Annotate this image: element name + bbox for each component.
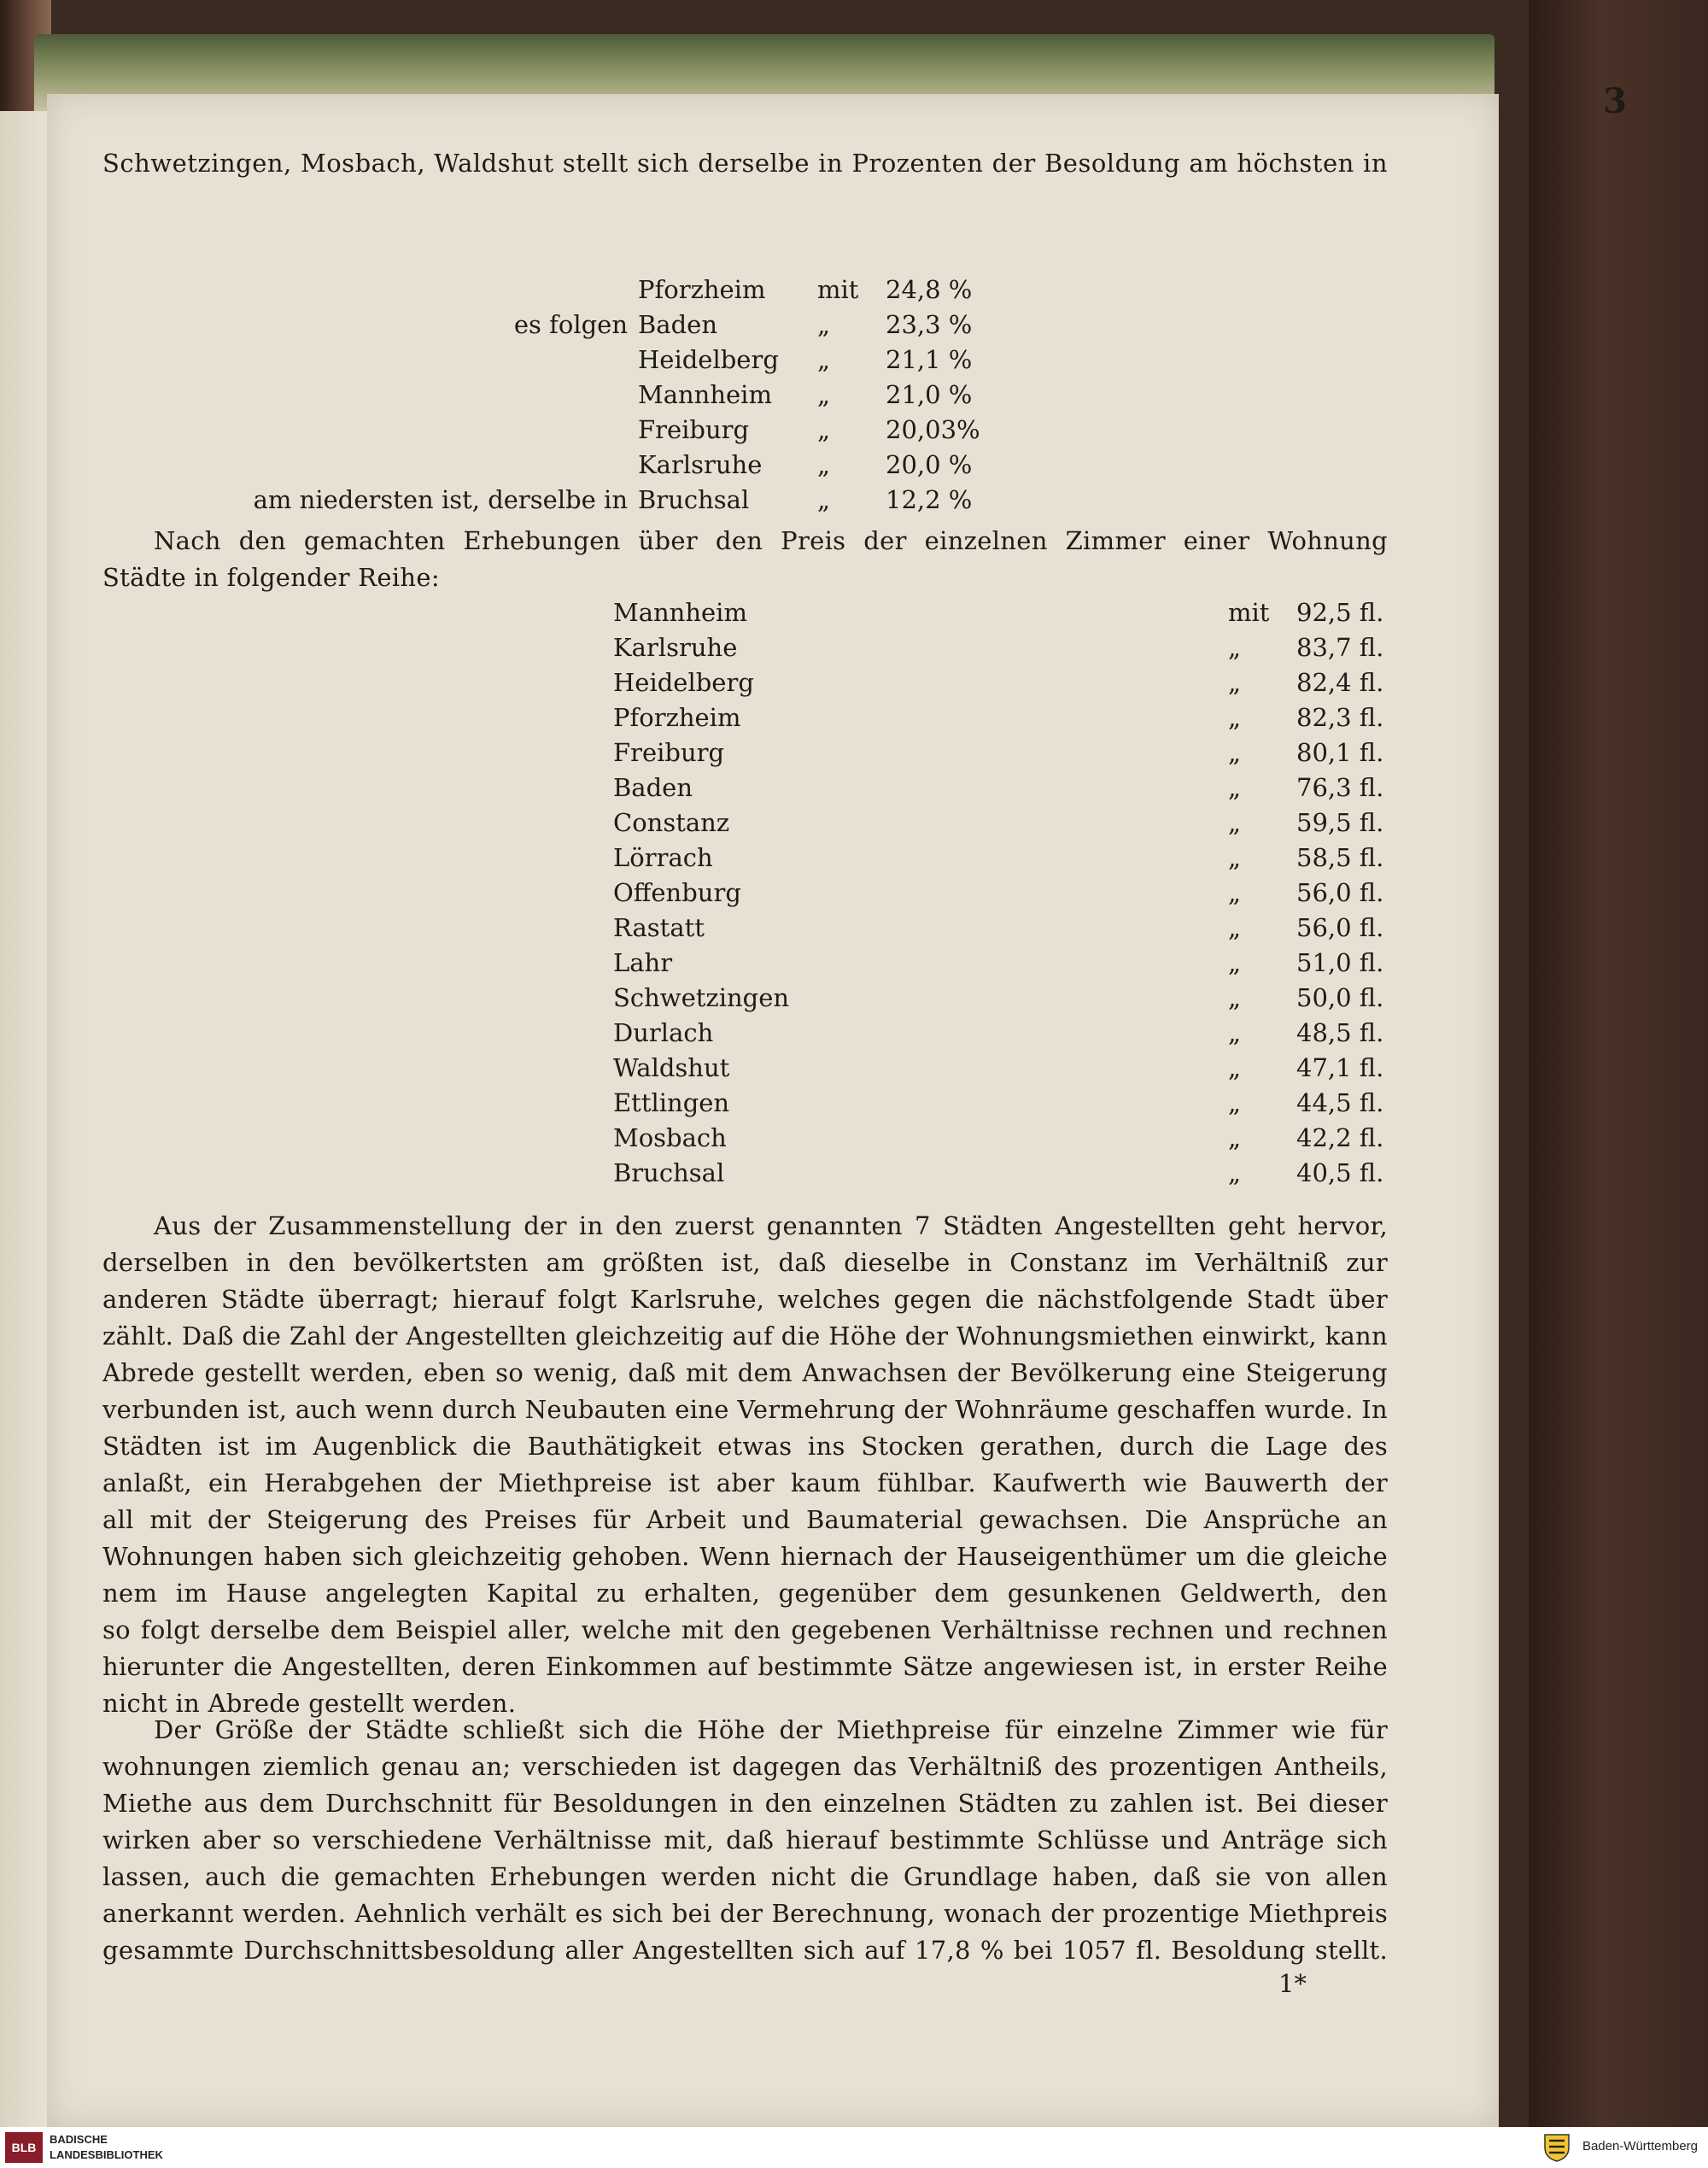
price-value: 50,0 fl. [1296, 982, 1384, 1012]
paragraph-line: Wohnungen haben sich gleichzeitig gehoben. Wenn hiernach der Hauseigenthümer um die gleiche [102, 1542, 1388, 1571]
paragraph-line: Städten ist im Augenblick die Bauthätigkeit etwas ins Stocken gerathen, durch die Lage des [102, 1432, 1388, 1461]
signature-mark: 1* [1278, 1969, 1307, 1998]
price-value: 59,5 fl. [1296, 807, 1384, 837]
paragraph-2 [102, 1712, 1388, 1969]
paragraph-line: all mit der Steigerung des Preises für Arbeit und Baumaterial gewachsen. Die Ansprüche an [102, 1505, 1388, 1534]
row-prefix [102, 342, 638, 377]
row-prefix: am niedersten ist, derselbe in [253, 484, 628, 514]
city-name: Mannheim [613, 597, 747, 627]
paragraph-line: wirken aber so verschiedene Verhältnisse mit, daß hierauf bestimmte Schlüsse und Anträge sich [102, 1825, 1388, 1855]
rooms-intro-line-1: Nach den gemachten Erhebungen über den Preis der einzelnen Zimmer einer Wohnung [154, 526, 1388, 555]
rooms-row [102, 980, 1424, 1015]
row-prefix [102, 377, 638, 412]
price-value: 44,5 fl. [1296, 1087, 1384, 1117]
paragraph-line: gesammte Durchschnittsbesoldung aller Angestellten sich auf 17,8 % bei 1057 fl. Besoldung stellt. [102, 1936, 1388, 1965]
percent-value: 23,3 % [886, 309, 973, 339]
rooms-row [102, 1015, 1424, 1050]
row-connector: „ [1228, 947, 1242, 977]
city-name: Karlsruhe [638, 449, 763, 479]
percent-row [102, 342, 1014, 377]
percent-row [102, 447, 1014, 482]
row-connector: „ [1228, 1052, 1242, 1082]
paragraph-line: lassen, auch die gemachten Erhebungen werden nicht die Grundlage haben, daß sie von allen [102, 1862, 1388, 1891]
row-connector: „ [1228, 632, 1242, 662]
city-name: Pforzheim [613, 702, 741, 732]
percent-row [102, 272, 1014, 307]
rooms-row [102, 840, 1424, 875]
price-value: 80,1 fl. [1296, 737, 1384, 767]
price-value: 40,5 fl. [1296, 1157, 1384, 1187]
price-value: 56,0 fl. [1296, 912, 1384, 942]
row-connector: „ [817, 414, 831, 444]
percent-value: 24,8 % [886, 274, 973, 304]
paragraph-line: anlaßt, ein Herabgehen der Miethpreise ist aber kaum fühlbar. Kaufwerth wie Bauwerth der [102, 1468, 1388, 1497]
paragraph-line: nem im Hause angelegten Kapital zu erhalten, gegenüber dem gesunkenen Geldwerth, den [102, 1579, 1388, 1608]
row-connector: „ [817, 344, 831, 374]
row-connector: „ [1228, 912, 1242, 942]
rooms-intro [102, 523, 1388, 596]
city-name: Waldshut [613, 1052, 730, 1082]
paragraph-line: verbunden ist, auch wenn durch Neubauten eine Vermehrung der Wohnräume geschaffen wurde. In [102, 1395, 1388, 1424]
rooms-row [102, 735, 1424, 770]
city-name: Bruchsal [613, 1157, 725, 1187]
city-name: Baden [638, 309, 718, 339]
price-value: 82,4 fl. [1296, 667, 1384, 697]
row-connector: „ [1228, 877, 1242, 907]
row-connector: „ [1228, 1157, 1242, 1187]
row-prefix [102, 272, 638, 307]
paragraph-line: wohnungen ziemlich genau an; verschieden ist dagegen das Verhältniß des prozentigen Antheils, [102, 1752, 1388, 1781]
percent-value: 20,0 % [886, 449, 973, 479]
city-name: Freiburg [613, 737, 725, 767]
percent-value: 20,03% [886, 414, 980, 444]
rooms-row [102, 630, 1424, 665]
rooms-row [102, 1085, 1424, 1120]
city-name: Offenburg [613, 877, 741, 907]
row-connector: „ [1228, 772, 1242, 802]
row-connector: „ [1228, 1122, 1242, 1152]
price-value: 42,2 fl. [1296, 1122, 1384, 1152]
row-connector: „ [817, 484, 831, 514]
city-name: Lörrach [613, 842, 713, 872]
percent-value: 21,0 % [886, 379, 973, 409]
city-name: Schwetzingen [613, 982, 790, 1012]
state-name: Baden-Württemberg [1582, 2139, 1698, 2153]
city-name: Constanz [613, 807, 730, 837]
city-name: Ettlingen [613, 1087, 730, 1117]
page-number: 3 [1603, 81, 1627, 121]
rooms-row [102, 770, 1424, 805]
percent-row [102, 412, 1014, 447]
price-value: 76,3 fl. [1296, 772, 1384, 802]
row-connector: „ [1228, 737, 1242, 767]
book-cover-right [1529, 0, 1708, 2127]
blb-logo: BLB [5, 2132, 43, 2163]
intro-line: Schwetzingen, Mosbach, Waldshut stellt sich derselbe in Prozenten der Besoldung am höchsten in [102, 149, 1388, 178]
row-connector: „ [1228, 702, 1242, 732]
row-prefix [102, 447, 638, 482]
row-connector: „ [1228, 1017, 1242, 1047]
percent-row [102, 307, 1014, 342]
row-connector: „ [817, 449, 831, 479]
city-name: Bruchsal [638, 484, 750, 514]
percent-value: 21,1 % [886, 344, 973, 374]
coat-of-arms-icon [1542, 2132, 1571, 2163]
rooms-row [102, 1155, 1424, 1190]
city-name: Durlach [613, 1017, 714, 1047]
percent-row [102, 482, 1014, 517]
rooms-row [102, 945, 1424, 980]
rooms-row [102, 595, 1424, 630]
price-value: 82,3 fl. [1296, 702, 1384, 732]
city-name: Rastatt [613, 912, 705, 942]
paragraph-line: so folgt derselbe dem Beispiel aller, welche mit den gegebenen Verhältnisse rechnen und rechnen [102, 1615, 1388, 1644]
paragraph-line: nicht in Abrede gestellt werden. [102, 1689, 517, 1718]
rooms-row [102, 665, 1424, 700]
rooms-table [102, 595, 1424, 1190]
paragraph-line: derselben in den bevölkertsten am größten ist, daß dieselbe in Constanz im Verhältniß zur [102, 1248, 1388, 1277]
rooms-row [102, 875, 1424, 910]
left-page-edge [0, 111, 50, 2127]
paragraph-1 [102, 1208, 1388, 1722]
city-name: Mosbach [613, 1122, 727, 1152]
row-connector: mit [817, 274, 859, 304]
paragraph-line: Der Größe der Städte schließt sich die Höhe der Miethpreise für einzelne Zimmer wie für [154, 1715, 1388, 1744]
city-name: Baden [613, 772, 693, 802]
price-value: 48,5 fl. [1296, 1017, 1384, 1047]
city-name: Pforzheim [638, 274, 766, 304]
intro-text [102, 145, 1388, 181]
row-prefix: es folgen [513, 309, 628, 339]
paragraph-line: hierunter die Angestellten, deren Einkommen auf bestimmte Sätze angewiesen ist, in erster Reihe [102, 1652, 1388, 1681]
library-name-line-1: BADISCHE [50, 2133, 108, 2146]
price-value: 51,0 fl. [1296, 947, 1384, 977]
percent-table [102, 272, 1014, 517]
price-value: 47,1 fl. [1296, 1052, 1384, 1082]
row-connector: „ [817, 379, 831, 409]
rooms-row [102, 805, 1424, 840]
city-name: Mannheim [638, 379, 772, 409]
row-connector: „ [1228, 1087, 1242, 1117]
rooms-intro-line-2: Städte in folgender Reihe: [102, 563, 440, 592]
rooms-row [102, 700, 1424, 735]
row-prefix [102, 412, 638, 447]
city-name: Freiburg [638, 414, 750, 444]
library-name [50, 2132, 163, 2163]
library-name-line-2: LANDESBIBLIOTHEK [50, 2148, 163, 2161]
row-connector: „ [817, 309, 831, 339]
city-name: Karlsruhe [613, 632, 738, 662]
paragraph-line: zählt. Daß die Zahl der Angestellten gleichzeitig auf die Höhe der Wohnungsmiethen einwirkt, kann [102, 1321, 1388, 1351]
price-value: 92,5 fl. [1296, 597, 1384, 627]
price-value: 58,5 fl. [1296, 842, 1384, 872]
row-connector: „ [1228, 667, 1242, 697]
rooms-row [102, 910, 1424, 945]
rooms-row [102, 1050, 1424, 1085]
price-value: 83,7 fl. [1296, 632, 1384, 662]
paragraph-line: Abrede gestellt werden, eben so wenig, daß mit dem Anwachsen der Bevölkerung eine Steigerung [102, 1358, 1388, 1387]
city-name: Heidelberg [638, 344, 779, 374]
paragraph-line: anerkannt werden. Aehnlich verhält es sich bei der Berechnung, wonach der prozentige Miethpreis [102, 1899, 1388, 1928]
row-connector: „ [1228, 842, 1242, 872]
paragraph-line: anderen Städte überragt; hierauf folgt Karlsruhe, welches gegen die nächstfolgende Stadt über [102, 1285, 1388, 1314]
row-connector: mit [1228, 597, 1270, 627]
percent-value: 12,2 % [886, 484, 973, 514]
row-connector: „ [1228, 982, 1242, 1012]
city-name: Lahr [613, 947, 673, 977]
paragraph-line: Aus der Zusammenstellung der in den zuerst genannten 7 Städten Angestellten geht hervor, [154, 1211, 1388, 1240]
paragraph-line: Miethe aus dem Durchschnitt für Besoldungen in den einzelnen Städten zu zahlen ist. Bei dieser [102, 1789, 1388, 1818]
row-connector: „ [1228, 807, 1242, 837]
footer-bar [0, 2127, 1708, 2168]
price-value: 56,0 fl. [1296, 877, 1384, 907]
percent-row [102, 377, 1014, 412]
rooms-row [102, 1120, 1424, 1155]
city-name: Heidelberg [613, 667, 754, 697]
